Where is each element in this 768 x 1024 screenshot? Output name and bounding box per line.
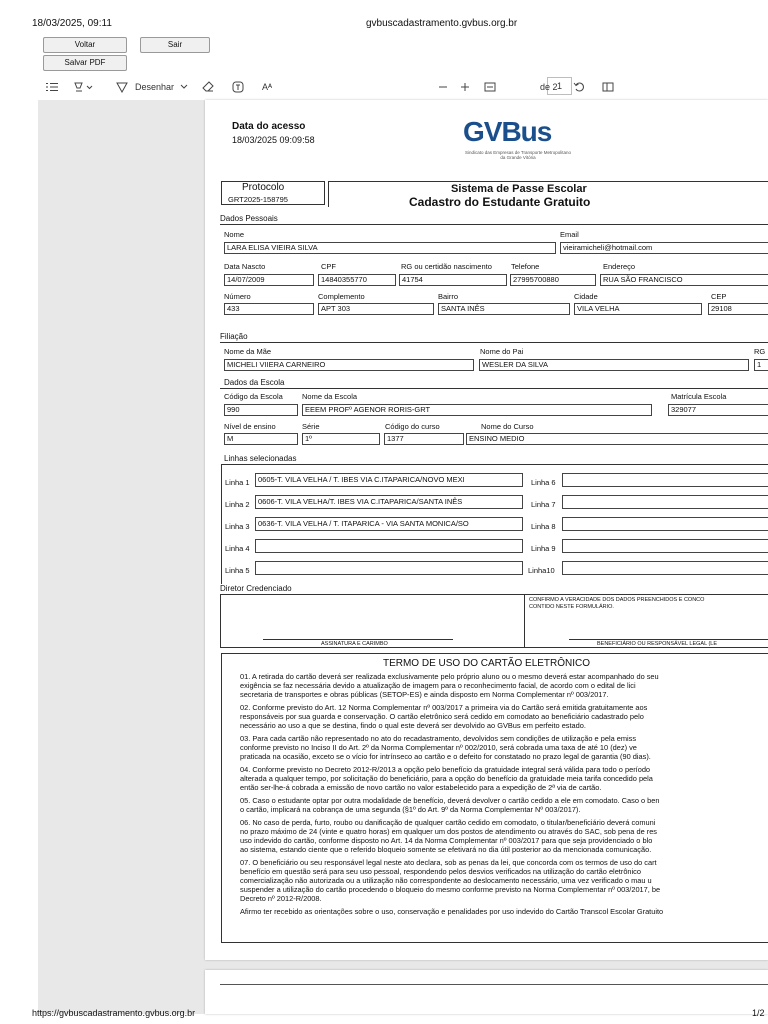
- print-header: [0, 0, 768, 30]
- text-box-icon[interactable]: [232, 79, 244, 95]
- cep-label: CEP: [711, 292, 727, 301]
- term-paragraph: [222, 818, 768, 854]
- term-paragraph: [222, 734, 768, 761]
- nasc-field[interactable]: 14/07/2009: [224, 274, 314, 286]
- linha-5-label: Linha 5: [225, 566, 250, 575]
- text-size-icon[interactable]: Aᴬ: [262, 82, 273, 92]
- term-line: alterada a qualquer tempo, por solicitação do beneficiário, para a opção do benefício da gratuidade meia tarifa concedido pela: [240, 774, 653, 783]
- term-line: Afirmo ter recebido as orientações sobre o uso, conservação e penalidades por uso indevido do Cartão Transcol Escolar Gratuito: [240, 907, 664, 916]
- print-site: gvbuscadastramento.gvbus.org.br: [366, 18, 518, 29]
- cod-curso-label: Código do curso: [385, 422, 440, 431]
- linha-6-label: Linha 6: [531, 478, 556, 487]
- desenhar-label[interactable]: Desenhar: [135, 82, 175, 92]
- email-label: Email: [560, 230, 579, 239]
- nivel-field[interactable]: M: [224, 433, 298, 445]
- linha-8-field[interactable]: [562, 517, 768, 531]
- linha-7-label: Linha 7: [531, 500, 556, 509]
- linha-4-field[interactable]: [255, 539, 523, 553]
- eraser-icon[interactable]: [202, 79, 214, 95]
- term-line: 05. Caso o estudante optar por outra modalidade de benefício, deverá devolver o cartão cedido a ele em comodato. Caso o ben: [240, 796, 660, 805]
- access-date-label: Data do acesso: [232, 121, 306, 132]
- sair-button[interactable]: Sair: [140, 37, 210, 53]
- matricula-label: Matrícula Escola: [671, 392, 727, 401]
- nome-curso-label: Nome do Curso: [481, 422, 534, 431]
- term-paragraph: [222, 765, 768, 792]
- numero-label: Número: [224, 292, 251, 301]
- nasc-label: Data Nascto: [224, 262, 266, 271]
- term-line: 03. Para cada cartão não representado no ato do recadastramento, devolvidos sem condições de utilização e pela emiss: [240, 734, 637, 743]
- linha-2-field[interactable]: 0606-T. VILA VELHA/T. IBES VIA C.ITAPARICA/SANTA INÊS: [255, 495, 523, 509]
- assinatura-label: ASSINATURA E CARIMBO: [321, 641, 388, 647]
- nome-field[interactable]: LARA ELISA VIEIRA SILVA: [224, 242, 556, 254]
- term-line: o cartão, implicará na cobrança de uma segunda (§1º do Art. 9º da Norma Complementar Nº 003/2017).: [240, 805, 581, 814]
- fit-page-icon[interactable]: [484, 79, 496, 95]
- term-line: uso indevido do cartão, conforme disposto no Art. 14 da Norma Complementar nº 003/2017 para que seja providenciado o blo: [240, 836, 653, 845]
- draw-icon[interactable]: [116, 79, 128, 95]
- pai-field[interactable]: WESLER DA SILVA: [479, 359, 749, 371]
- gvbus-logo-subtitle: Sindicato das Empresas de Transporte Metropolitano da Grande Vitória: [464, 150, 572, 160]
- term-line: 02. Conforme previsto do Art. 12 Norma Complementar nº 003/2017 a primeira via do Cartão será emitida gratuitamente aos: [240, 703, 648, 712]
- pdf-page: [205, 100, 768, 960]
- numero-field[interactable]: 433: [224, 303, 314, 315]
- linha-8-label: Linha 8: [531, 522, 556, 531]
- term-paragraph: [222, 858, 768, 903]
- title-line-2: Cadastro do Estudante Gratuito: [409, 195, 591, 209]
- serie-label: Série: [302, 422, 320, 431]
- complemento-field[interactable]: APT 303: [318, 303, 434, 315]
- telefone-field[interactable]: 27995700880: [510, 274, 596, 286]
- zoom-in-icon[interactable]: [460, 79, 470, 95]
- access-date-value: 18/03/2025 09:09:58: [232, 135, 315, 145]
- rg2-label: RG: [754, 347, 766, 356]
- nome-curso-field[interactable]: ENSINO MEDIO: [466, 433, 768, 445]
- rotate-icon[interactable]: [573, 79, 585, 95]
- linha-10-field[interactable]: [562, 561, 768, 575]
- cod-escola-field[interactable]: 990: [224, 404, 298, 416]
- linha-5-field[interactable]: [255, 561, 523, 575]
- telefone-label: Telefone: [511, 262, 540, 271]
- terms-box: [221, 653, 768, 943]
- linha-1-label: Linha 1: [225, 478, 250, 487]
- footer-page: 1/2: [752, 1008, 765, 1018]
- cpf-field[interactable]: 14840355770: [318, 274, 396, 286]
- page-total-label: de 2: [540, 82, 558, 92]
- serie-field[interactable]: 1º: [302, 433, 380, 445]
- linhas-heading: Linhas selecionadas: [224, 454, 297, 463]
- email-field[interactable]: vieiramicheli@hotmail.com: [560, 242, 768, 254]
- signature-box: [220, 594, 768, 648]
- pdf-toolbar: [38, 74, 768, 100]
- protocolo-label: Protocolo: [242, 182, 285, 193]
- matricula-field[interactable]: 329077: [668, 404, 768, 416]
- term-paragraph: [222, 796, 768, 814]
- gvbus-logo: GVBus: [463, 116, 552, 147]
- term-paragraph: [222, 907, 768, 916]
- term-line: secretaria de transportes e obras públicas (SETOP-ES) e ainda disposto em Norma Complementar nº 003/2017.: [240, 690, 609, 699]
- signature-line: [263, 639, 453, 640]
- bairro-field[interactable]: SANTA INÊS: [438, 303, 570, 315]
- term-line: no prazo máximo de 24 (vinte e quatro horas) em qualquer um dos postos de atendimento ou através do SAC, sob pena de res: [240, 827, 657, 836]
- term-line: ao sistema, estando ciente que o referido bloqueio somente se efetivará no dia útil posterior ao da mencionada comunicação.: [240, 845, 652, 854]
- term-line: praticada na ocasião, exceto se o vício for intrínseco ao cartão e o defeito for constatado no prazo legal de garantia (90 dias).: [240, 752, 651, 761]
- linha-6-field[interactable]: [562, 473, 768, 487]
- divider: [220, 224, 768, 225]
- linha-4-label: Linha 4: [225, 544, 250, 553]
- pai-label: Nome do Pai: [480, 347, 524, 356]
- term-line: necessário ao uso a que se destina, findo o qual este deverá ser devolvido ao GVBus em perfeito estado.: [240, 721, 586, 730]
- rg-label: RG ou certidão nascimento: [401, 262, 492, 271]
- beneficiario-label: BENEFICIÁRIO OU RESPONSÁVEL LEGAL (LE: [597, 641, 718, 647]
- dados-pessoais-heading: Dados Pessoais: [220, 214, 278, 223]
- term-line: comercialização não autorizada ou a utilização não correspondente ao deslocamento necessário, uma vez verificado o mau u: [240, 876, 652, 885]
- protocolo-value: GRT2025-158795: [228, 195, 288, 204]
- term-line: 06. No caso de perda, furto, roubo ou danificação de qualquer cartão cedido em comodato, o titular/beneficiário deverá comuni: [240, 818, 656, 827]
- linha-7-field[interactable]: [562, 495, 768, 509]
- dados-escola-heading: Dados da Escola: [224, 378, 285, 387]
- term-line: então ser-lhe-á cobrada a emissão de novo cartão no valor estabelecido para a expedição de 2ª via de cartão.: [240, 783, 602, 792]
- filiacao-heading: Filiação: [220, 332, 248, 341]
- nome-escola-label: Nome da Escola: [302, 392, 358, 401]
- print-datetime: 18/03/2025, 09:11: [32, 18, 112, 29]
- print-footer: [0, 1008, 768, 1024]
- confirmo-text-1: CONFIRMO A VERACIDADE DOS DADOS PREENCHIDOS E CONCO: [529, 597, 705, 603]
- cod-curso-field[interactable]: 1377: [384, 433, 464, 445]
- endereco-label: Endereço: [603, 262, 636, 271]
- page-number-input[interactable]: 1: [547, 77, 572, 95]
- term-line: 04. Conforme previsto no Decreto 2012-R/2013 a opção pelo benefício da gratuidade integral será válida para todo o período: [240, 765, 651, 774]
- mae-field[interactable]: MICHELI VIIERA CARNEIRO: [224, 359, 474, 371]
- chevron-down-icon[interactable]: [180, 79, 188, 95]
- term-line: conforme previsto no Inciso II do Art. 2º da Norma Complementar nº 002/2010, será cobrada uma taxa de até 10 (dez) ve: [240, 743, 637, 752]
- endereco-field[interactable]: RUA SÃO FRANCISCO: [600, 274, 768, 286]
- term-line: Decreto nº 2012-R/2008.: [240, 894, 322, 903]
- linha-1-field[interactable]: 0605-T. VILA VELHA / T. IBES VIA C.ITAPARICA/NOVO MEXI: [255, 473, 523, 487]
- term-line: responsáveis por sua guarda e conservação. O cartão eletrônico será cedido em comodato ao beneficiário cadastrado pelo: [240, 712, 644, 721]
- linha-3-field[interactable]: 0636-T. VILA VELHA / T. ITAPARICA - VIA SANTA MONICA/SO: [255, 517, 523, 531]
- mae-label: Nome da Mãe: [224, 347, 272, 356]
- divider: [220, 984, 768, 985]
- salvar-pdf-button[interactable]: Salvar PDF: [43, 55, 127, 71]
- divider: [524, 594, 525, 648]
- term-line: 07. O beneficiário ou seu responsável legal neste ato declara, sob as penas da lei, que concorda com os termos de uso do cart: [240, 858, 657, 867]
- footer-url: https://gvbuscadastramento.gvbus.org.br: [32, 1008, 196, 1018]
- nome-escola-field[interactable]: EEEM PROFº AGENOR RORIS-GRT: [302, 404, 652, 416]
- linha-10-label: Linha10: [528, 566, 555, 575]
- signature-line: [569, 639, 768, 640]
- title-box: [328, 181, 768, 207]
- term-line: 01. A retirada do cartão deverá ser realizada exclusivamente pelo próprio aluno ou o mesmo deverá estar acompanhado do seu: [240, 672, 659, 681]
- pdf-page-2: [205, 970, 768, 1014]
- term-paragraph: [222, 672, 768, 699]
- rg2-field[interactable]: 1: [754, 359, 768, 371]
- diretor-heading: Diretor Credenciado: [220, 584, 292, 593]
- terms-title: TERMO DE USO DO CARTÃO ELETRÔNICO: [382, 658, 591, 669]
- term-line: suspender a utilização do cartão procedendo o bloqueio do mesmo conforme previsto na Norma Complementar nº 003/2017, be: [240, 885, 661, 894]
- list-icon[interactable]: [46, 79, 58, 95]
- nivel-label: Nível de ensino: [224, 422, 276, 431]
- protocolo-box: [221, 181, 325, 205]
- highlight-icon[interactable]: [74, 79, 94, 95]
- linha-3-label: Linha 3: [225, 522, 250, 531]
- cidade-field[interactable]: VILA VELHA: [574, 303, 702, 315]
- rg-field[interactable]: 41754: [399, 274, 507, 286]
- voltar-button[interactable]: Voltar: [43, 37, 127, 53]
- cep-field[interactable]: 29108: [708, 303, 768, 315]
- bairro-label: Bairro: [438, 292, 459, 301]
- term-line: benefício em questão será para seu uso pessoal, respondendo pelos desvios verificados na utilização do cartão eletrônico: [240, 867, 641, 876]
- cod-escola-label: Código da Escola: [224, 392, 283, 401]
- title-line-1: Sistema de Passe Escolar: [451, 183, 587, 195]
- divider: [220, 388, 768, 389]
- term-line: exigência se faz necessária devido a atualização de imagem para o reconhecimento facial, de acordo com o edital de lici: [240, 681, 636, 690]
- zoom-out-icon[interactable]: [438, 79, 448, 95]
- nome-label: Nome: [224, 230, 245, 239]
- cpf-label: CPF: [321, 262, 336, 271]
- cidade-label: Cidade: [574, 292, 598, 301]
- linha-2-label: Linha 2: [225, 500, 250, 509]
- term-paragraph: [222, 703, 768, 730]
- confirmo-text-2: CONTIDO NESTE FORMULÁRIO.: [529, 604, 614, 610]
- complemento-label: Complemento: [318, 292, 365, 301]
- page-view-icon[interactable]: [602, 79, 614, 95]
- divider: [220, 342, 768, 343]
- linha-9-label: Linha 9: [531, 544, 556, 553]
- linha-9-field[interactable]: [562, 539, 768, 553]
